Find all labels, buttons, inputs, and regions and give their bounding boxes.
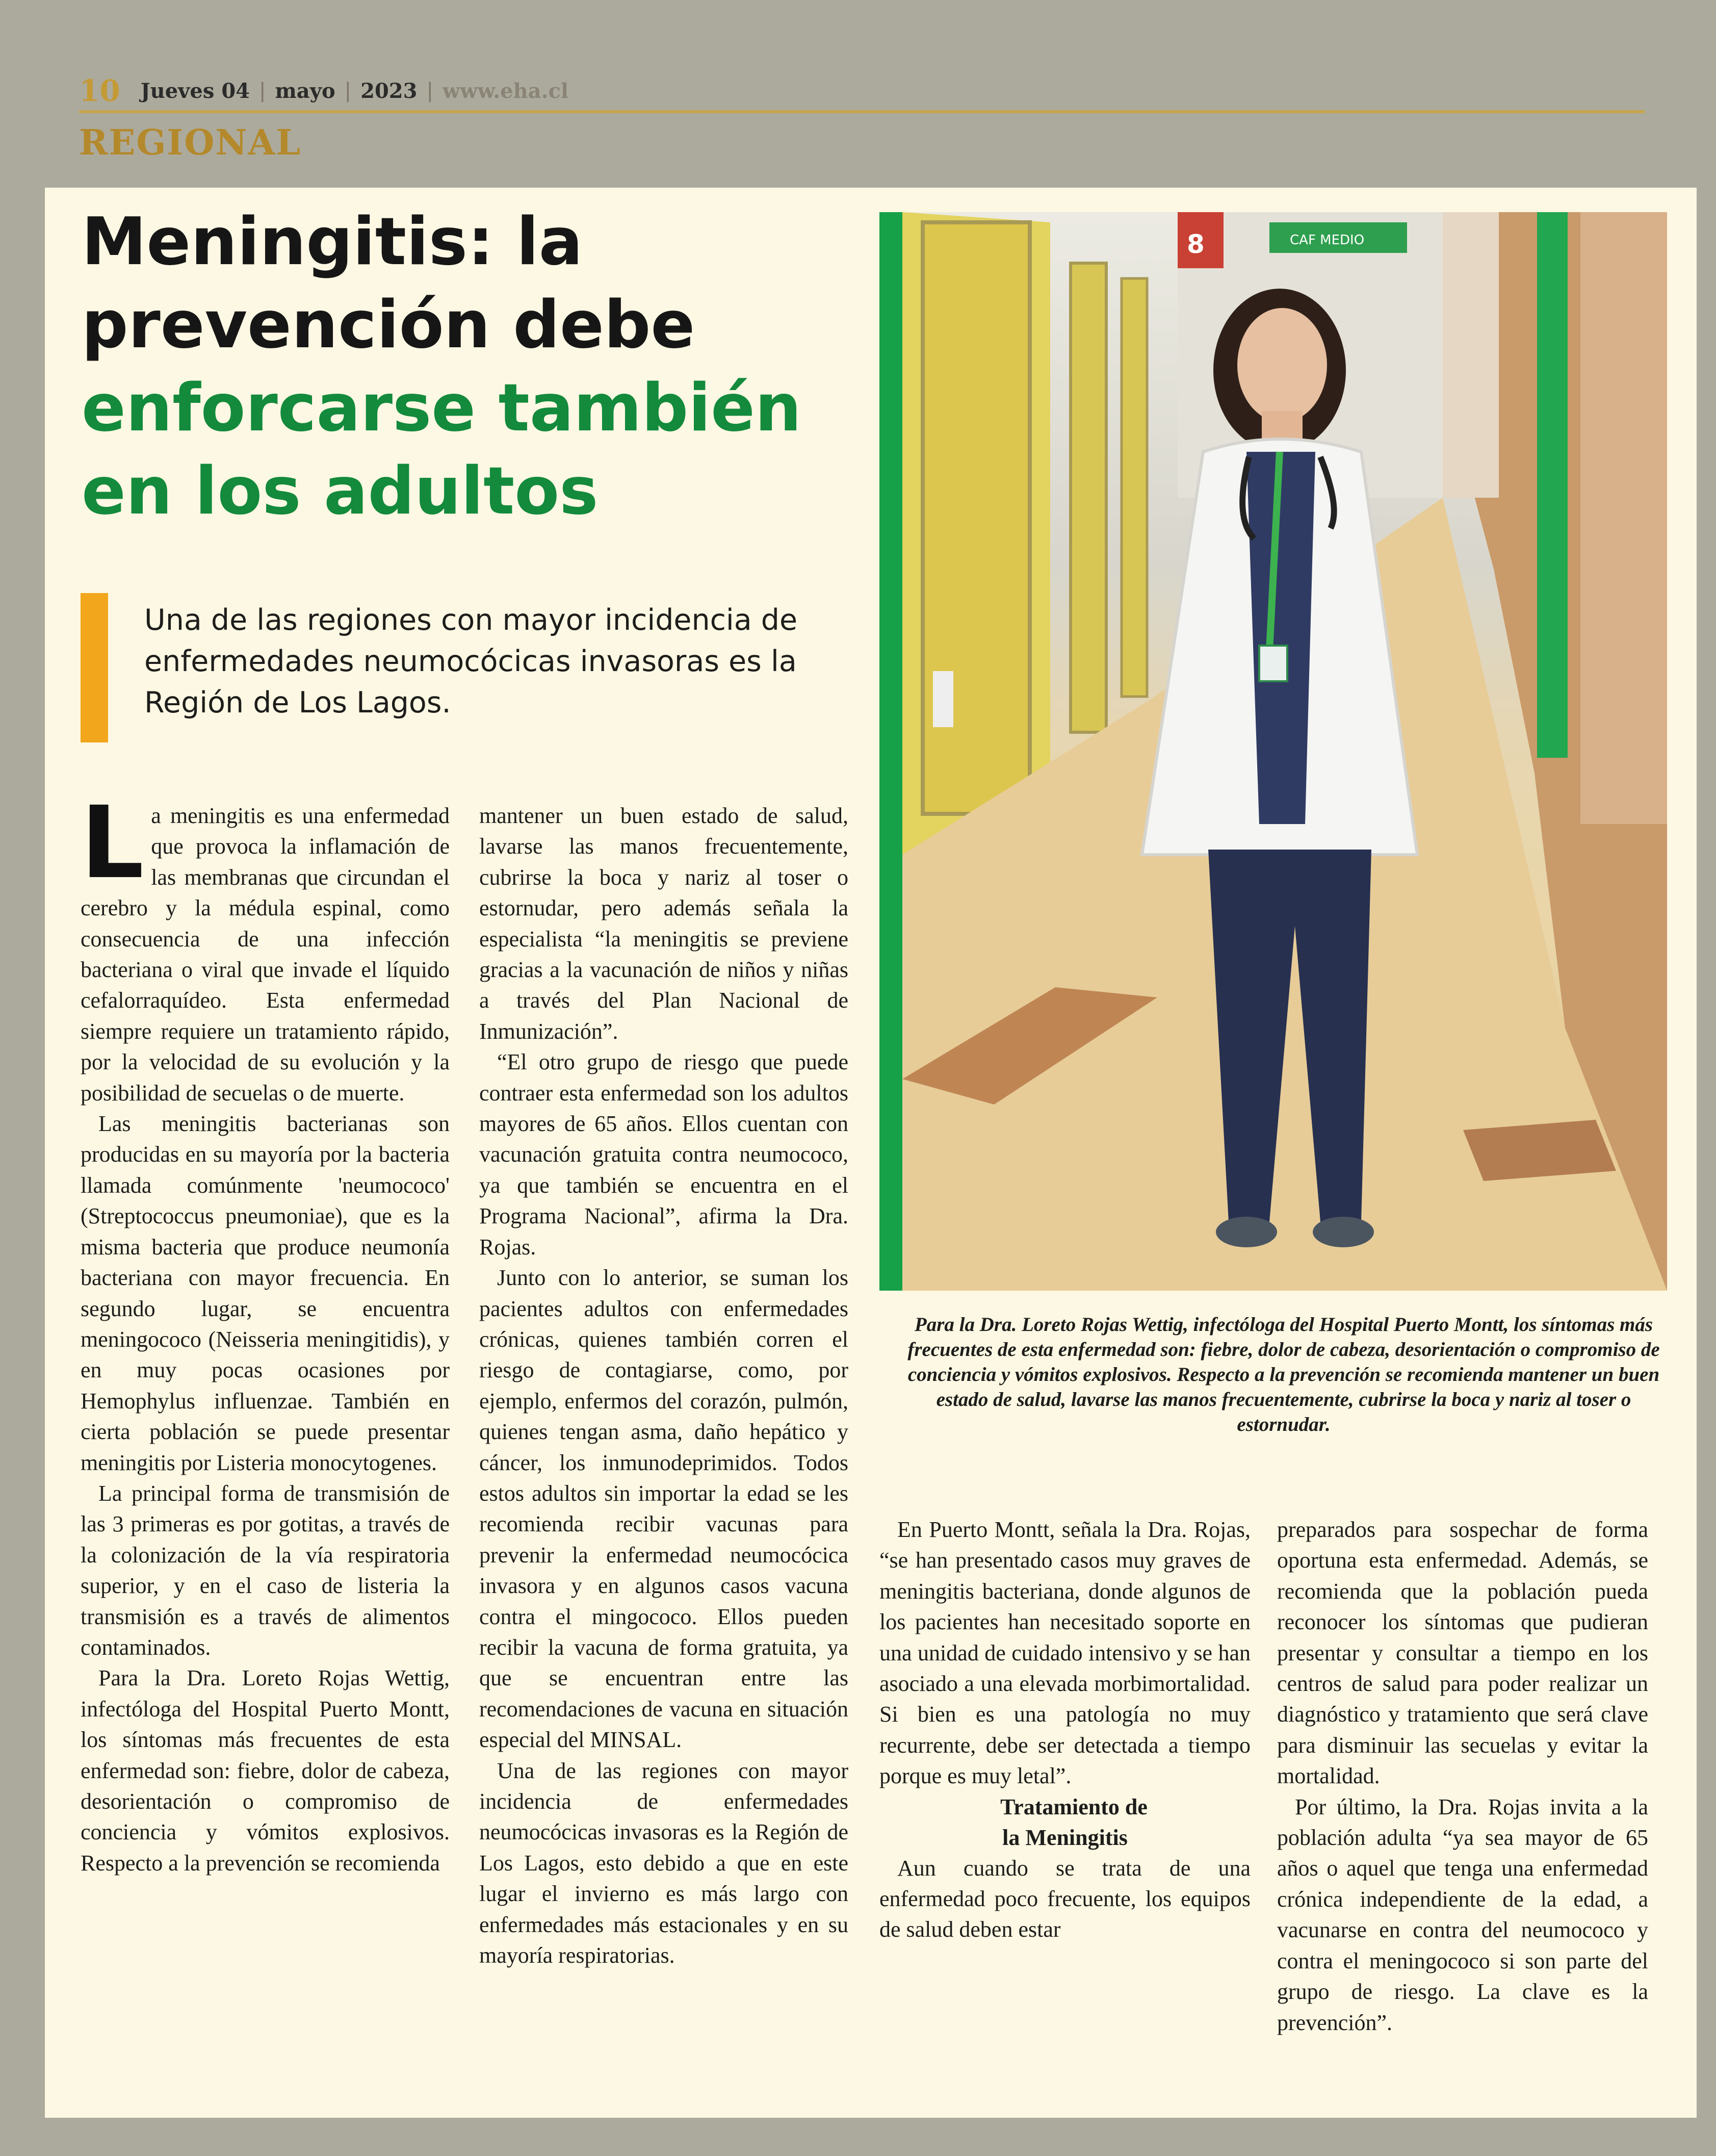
headline-line-1: Meningitis: la	[82, 204, 583, 280]
paragraph-text: a meningitis es una enfermedad que provoca la inflamación de las membranas que circundan el cerebro y la médula espinal, como consecuencia de una infección bacteriana o viral que invade el líquido cefalorraquídeo. Esta enfermedad siempre requiere un tratamiento rápido, por la velocidad de su evolución y la posibilidad de secuelas o de muerte.	[81, 803, 450, 1106]
paragraph: preparados para sospechar de forma oportuna esta enfermedad. Además, se recomienda que la población pueda reconocer los síntomas que pudieran presentar y consultar a tiempo en los centros de salud para poder realizar un diagnóstico y tratamiento que será clave para disminuir las secuelas y evitar la mortalidad.	[1277, 1517, 1648, 1789]
subheading-line-2: la Meningitis	[1002, 1825, 1128, 1850]
paragraph: Una de las regiones con mayor incidencia de enfermedades neumocócicas invasoras es la Región de Los Lagos, esto debido a que en este lugar el invierno es más largo con enfermedades más estacionales y en su mayoría respiratorias.	[479, 1758, 848, 1968]
subheading	[879, 1792, 1251, 1853]
header-month: mayo	[275, 79, 335, 103]
headline-line-2: prevención debe	[82, 287, 695, 363]
header-separator: |	[258, 79, 266, 102]
lead-paragraph: Una de las regiones con mayor incidencia de enfermedades neumocócicas invasoras es la Región de Los Lagos.	[144, 603, 798, 720]
green-door-frame	[1537, 212, 1568, 758]
header-separator: |	[426, 79, 433, 102]
direction-sign-text: CAF MEDIO	[1290, 233, 1365, 248]
left-shoe	[1216, 1217, 1277, 1247]
doctor-photo	[879, 212, 1667, 1291]
paragraph: “El otro grupo de riesgo que puede contraer esta enfermedad son los adultos mayores de 65 años. Ellos cuentan con vacunación gratuita contra neumococo, ya que también se encuentra en el Programa Nacional”, afirma la Dra. Rojas.	[479, 1049, 848, 1260]
headline	[82, 200, 841, 533]
paragraph: Junto con lo anterior, se suman los pacientes adultos con enfermedades crónicas, quienes también corren el riesgo de contagiarse, como, por ejemplo, enfermos del corazón, pulmón, quienes tengan asma, daño hepático y cáncer, los inmunodeprimidos. Todos estos adultos sin importar la edad se les recomienda recibir vacunas para prevenir la enfermedad neumocócica invasora y en algunos casos vacuna contra el mingococo. Ellos pueden recibir la vacuna de forma gratuita, ya que se encuentran entre las recomendaciones de vacuna en situación especial del MINSAL.	[479, 1265, 848, 1753]
lead-accent-bar	[81, 593, 108, 742]
header-rule	[79, 110, 1645, 113]
yellow-door-3	[1122, 278, 1147, 697]
paragraph: La principal forma de transmisión de las 3 primeras es por gotitas, a través de la colonización de la vía respiratoria superior, y en el caso de listeria la transmisión es a través de alimentos contaminados.	[81, 1480, 450, 1660]
column-3	[879, 1515, 1251, 1945]
right-door	[1580, 212, 1667, 824]
column-4	[1277, 1515, 1648, 2038]
far-right-door	[1443, 212, 1499, 498]
paragraph: Las meningitis bacterianas son producidas en su mayoría por la bacteria llamada comúnmente 'neumococo' (Streptococcus pneumoniae), que es la misma bacteria que produce neumonía bacteriana con mayor frecuencia. En segundo lugar, se encuentra meningococo (Neisseria meningitidis), y en muy pocas ocasiones por Hemophylus influenzae. También en cierta población se puede presentar meningitis por Listeria monocytogenes.	[81, 1111, 450, 1475]
paragraph: Por último, la Dra. Rojas invita a la población adulta “ya sea mayor de 65 años o aquel que tenga una enfermedad crónica independiente de la edad, a vacunarse en contra del neumococo y contra el meningococo si son parte del grupo de riesgo. La clave es la prevención”.	[1277, 1794, 1648, 2035]
page-number: 10	[79, 73, 120, 108]
right-shoe	[1313, 1217, 1374, 1247]
id-badge	[1259, 646, 1287, 681]
header-year: 2023	[360, 79, 418, 103]
yellow-door-2	[1071, 263, 1106, 732]
page-header	[79, 75, 568, 106]
header-day: Jueves 04	[140, 79, 250, 103]
paragraph	[81, 785, 450, 1109]
drop-cap: L	[81, 785, 144, 901]
article-panel	[45, 188, 1697, 2118]
door-vent	[933, 671, 953, 727]
subheading-line-1: Tratamiento de	[1000, 1794, 1148, 1819]
header-separator: |	[344, 79, 352, 102]
paragraph: Aun cuando se trata de una enfermedad poco frecuente, los equipos de salud deben estar	[879, 1855, 1251, 1942]
hospital-corridor-illustration	[902, 212, 1667, 1291]
photo-caption: Para la Dra. Loreto Rojas Wettig, infectóloga del Hospital Puerto Montt, los síntomas más frecuentes de esta enfermedad son: fiebre, dolor de cabeza, desorientación o compromiso de conciencia y vómitos explosivos. Respecto a la prevención se recomienda mantener un buen estado de salud, lavarse las manos frecuentemente, cubrirse la boca y nariz al toser o estornudar.	[907, 1314, 1660, 1435]
header-website: www.eha.cl	[442, 79, 569, 103]
headline-line-3: enforcarse también	[82, 370, 801, 446]
paragraph: En Puerto Montt, señala la Dra. Rojas, “se han presentado casos muy graves de meningitis bacteriana, donde algunos de los pacientes han necesitado soporte en una unidad de cuidado intensivo y se han asociado a una elevada morbimortalidad. Si bien es una patología no muy recurrente, debe ser detectada a tiempo porque es muy letal”.	[879, 1517, 1251, 1789]
column-1	[81, 785, 450, 1879]
floor-tile	[1463, 1120, 1616, 1181]
column-2	[479, 801, 848, 1971]
section-label: REGIONAL	[79, 122, 302, 163]
paragraph: mantener un buen estado de salud, lavarse las manos frecuentemente, cubrirse la boca y nariz al toser o estornudar, pero además señala la especialista “la meningitis se previene gracias a la vacunación de niños y niñas a través del Plan Nacional de Inmunización”.	[479, 803, 848, 1044]
headline-line-4: en los adultos	[82, 453, 599, 529]
paragraph: Para la Dra. Loreto Rojas Wettig, infectóloga del Hospital Puerto Montt, los síntomas más frecuentes de esta enfermedad son: fiebre, dolor de cabeza, desorientación o compromiso de conciencia y vómitos explosivos. Respecto a la prevención se recomienda	[81, 1665, 450, 1876]
doctor-face	[1237, 308, 1327, 422]
room-sign-number: 8	[1187, 229, 1205, 259]
